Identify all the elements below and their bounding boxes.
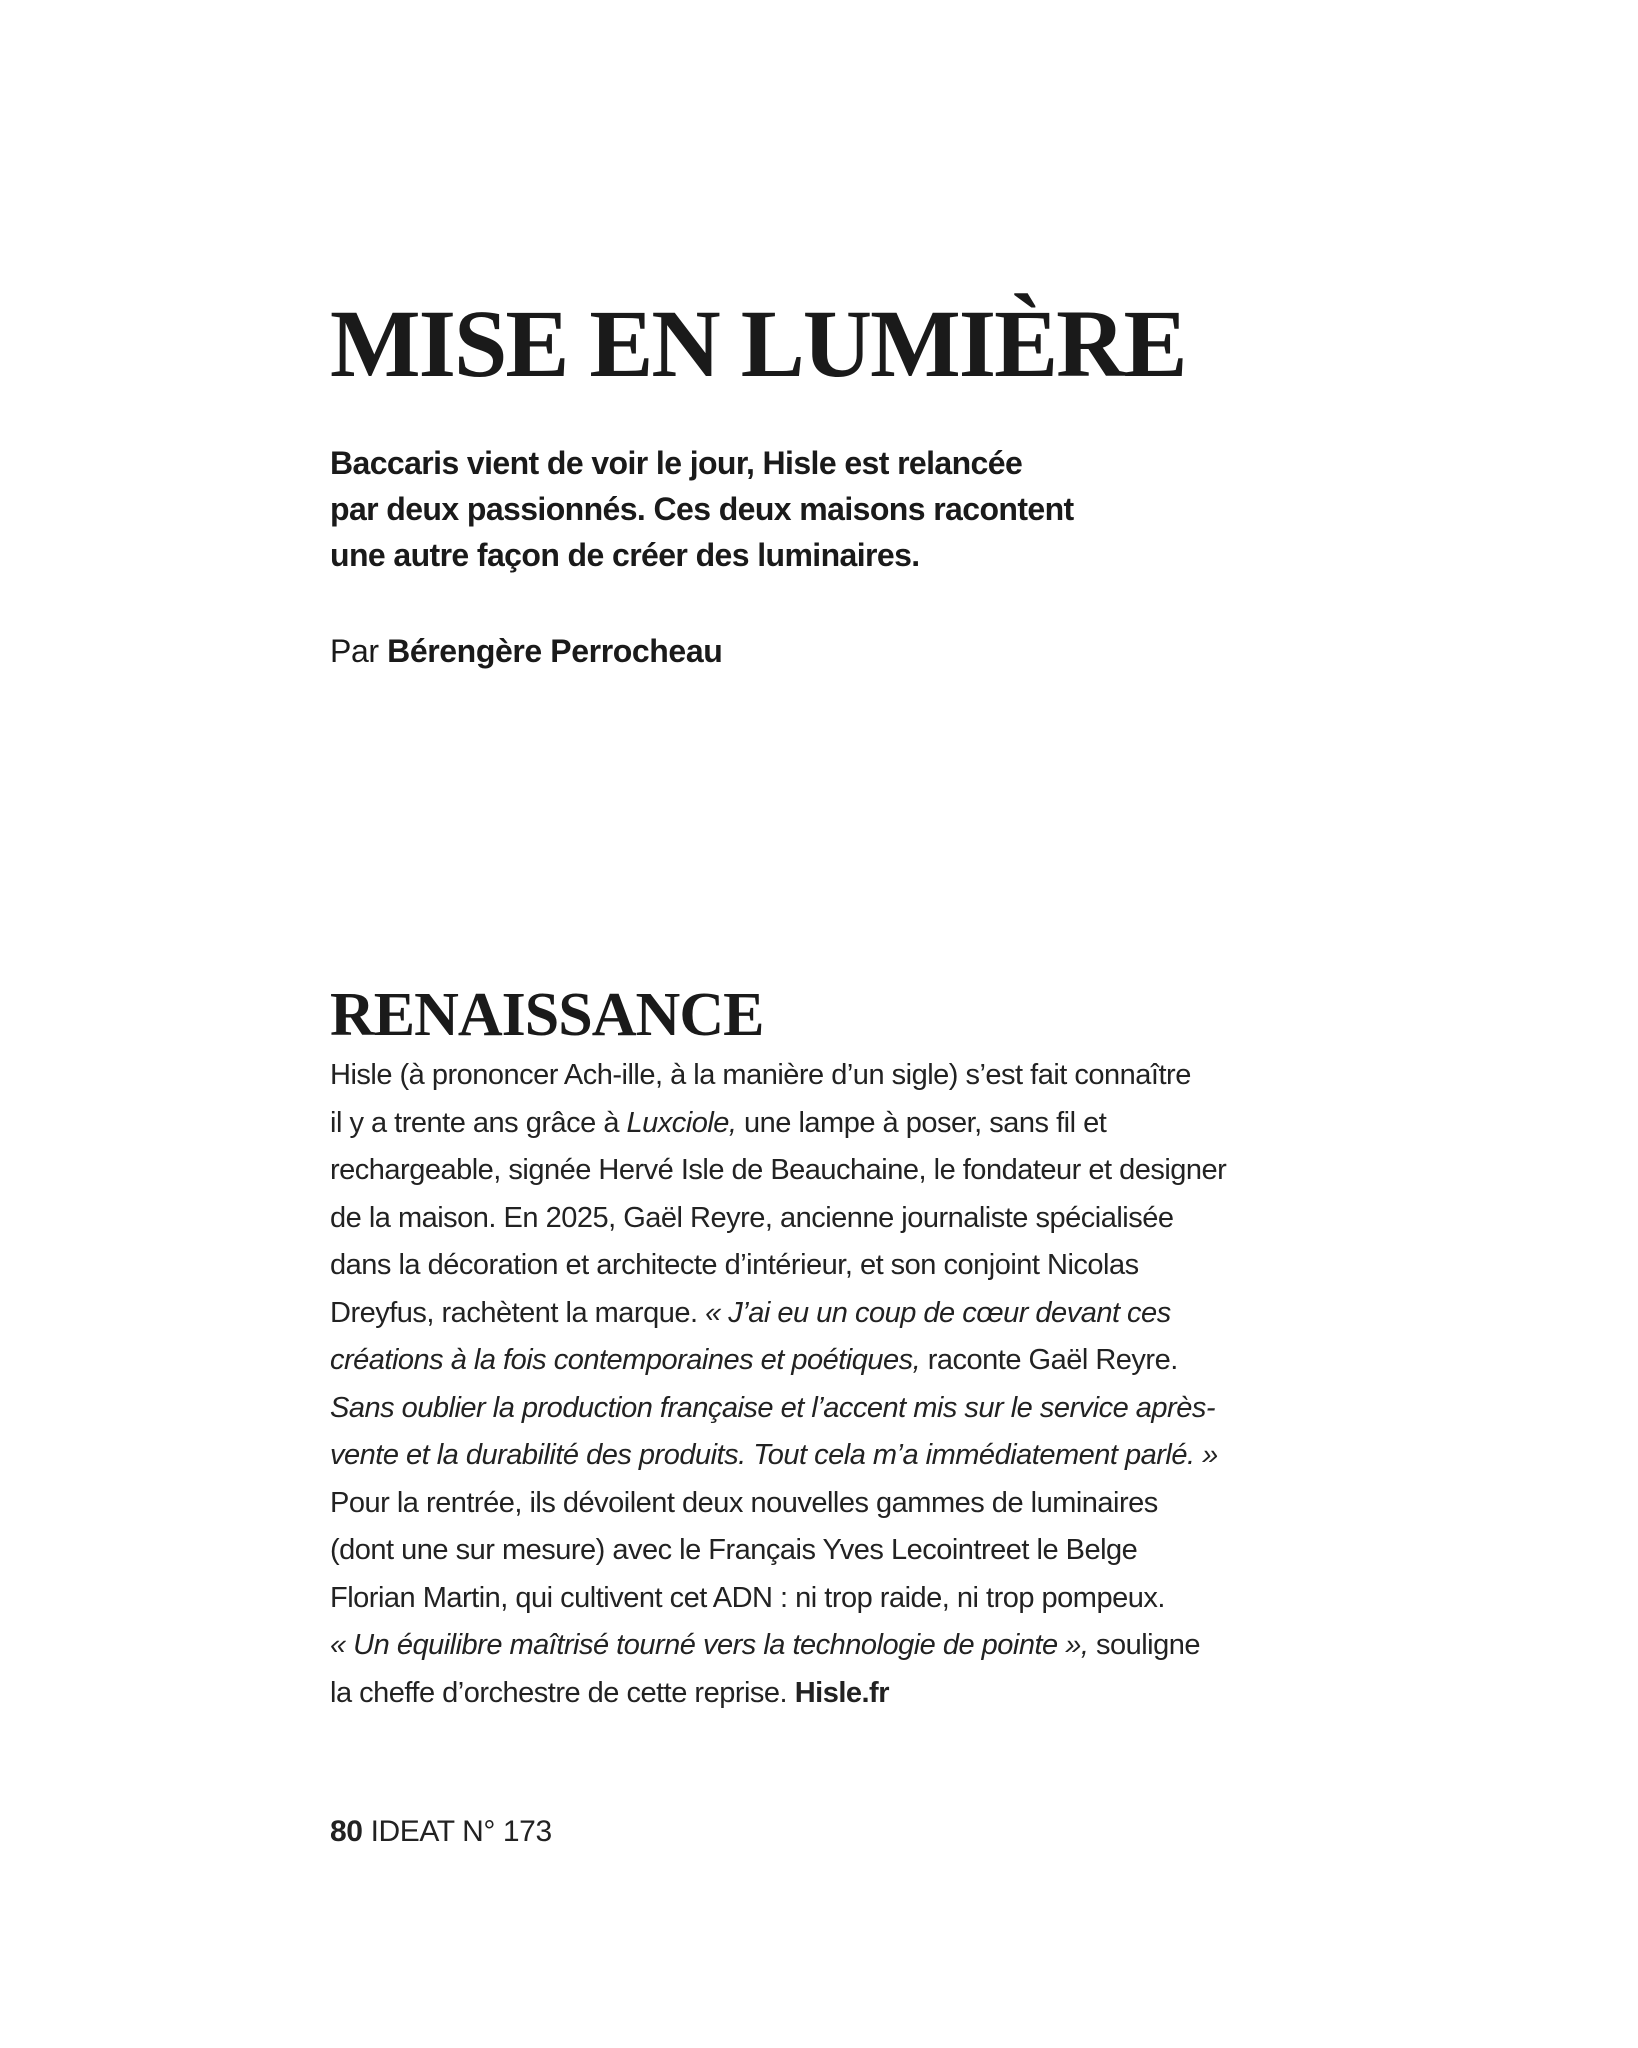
body-line bbox=[330, 1337, 1380, 1385]
quote-text: créations à la fois contemporaines et poétiques, bbox=[330, 1344, 921, 1376]
body-text-run: Pour la rentrée, ils dévoilent deux nouvelles gammes de luminaires bbox=[330, 1486, 1158, 1519]
page-number: 80 bbox=[330, 1815, 363, 1848]
quote-text: « Un équilibre maîtrisé tourné vers la technologie de pointe », bbox=[330, 1629, 1089, 1661]
body-line bbox=[330, 1385, 1380, 1433]
body-line bbox=[330, 1432, 1380, 1480]
page-title: MISE EN LUMIÈRE bbox=[330, 290, 1186, 397]
lede-line: Baccaris vient de voir le jour, Hisle est relancée bbox=[330, 445, 1023, 481]
body-line bbox=[330, 1100, 1380, 1148]
quote-text: Luxciole, bbox=[626, 1106, 737, 1139]
body-text-run: dans la décoration et architecte d’intérieur, et son conjoint Nicolas bbox=[330, 1249, 1139, 1281]
body-text-run: Dreyfus, rachètent la marque. bbox=[330, 1296, 706, 1329]
body-text-run: rechargeable, signée Hervé Isle de Beauchaine, le fondateur et designer bbox=[330, 1154, 1227, 1186]
body-text-run: Hisle (à prononcer Ach-ille, à la manière d’un sigle) s’est fait connaître bbox=[330, 1059, 1191, 1091]
quote-text: vente et la durabilité des produits. Tout cela m’a immédiatement parlé. » bbox=[330, 1439, 1218, 1471]
body-text-run: Florian Martin, qui cultivent cet ADN : ni trop raide, ni trop pompeux. bbox=[330, 1581, 1165, 1614]
section-title: RENAISSANCE bbox=[330, 981, 764, 1049]
body-line bbox=[330, 1147, 1380, 1195]
body-line bbox=[330, 1622, 1380, 1670]
byline bbox=[330, 628, 722, 674]
website-link-text: Hisle.fr bbox=[794, 1676, 890, 1709]
lede-line: une autre façon de créer des luminaires. bbox=[330, 537, 920, 573]
body-text-run: souligne bbox=[1088, 1629, 1201, 1661]
quote-text: « J’ai eu un coup de cœur devant ces bbox=[705, 1296, 1171, 1329]
lede-line: par deux passionnés. Ces deux maisons racontent bbox=[330, 491, 1074, 527]
body-text-run: de la maison. En 2025, Gaël Reyre, ancienne journaliste spécialisée bbox=[330, 1201, 1174, 1234]
quote-text: Sans oublier la production française et l’accent mis sur le service après- bbox=[330, 1391, 1215, 1424]
body-text-run: la cheffe d’orchestre de cette reprise. bbox=[330, 1676, 795, 1709]
body-line bbox=[330, 1670, 1380, 1718]
body-line bbox=[330, 1290, 1380, 1338]
body-line bbox=[330, 1575, 1380, 1623]
body-line bbox=[330, 1527, 1380, 1575]
body-text-run: (dont une sur mesure) avec le Français Yves Lecointreet le Belge bbox=[330, 1534, 1138, 1566]
body-text-run: il y a trente ans grâce à bbox=[330, 1106, 627, 1139]
byline-author: Bérengère Perrocheau bbox=[387, 633, 723, 669]
body-line bbox=[330, 1242, 1380, 1290]
body-line bbox=[330, 1480, 1380, 1528]
magazine-issue: IDEAT N° 173 bbox=[370, 1815, 552, 1848]
body-line bbox=[330, 1052, 1380, 1100]
body-text-run: raconte Gaël Reyre. bbox=[920, 1344, 1178, 1376]
lede bbox=[330, 440, 1230, 578]
body-text bbox=[330, 1052, 1380, 1717]
body-line bbox=[330, 1195, 1380, 1243]
byline-prefix: Par bbox=[330, 633, 379, 669]
body-text-run: une lampe à poser, sans fil et bbox=[736, 1106, 1107, 1139]
folio bbox=[330, 1812, 552, 1852]
